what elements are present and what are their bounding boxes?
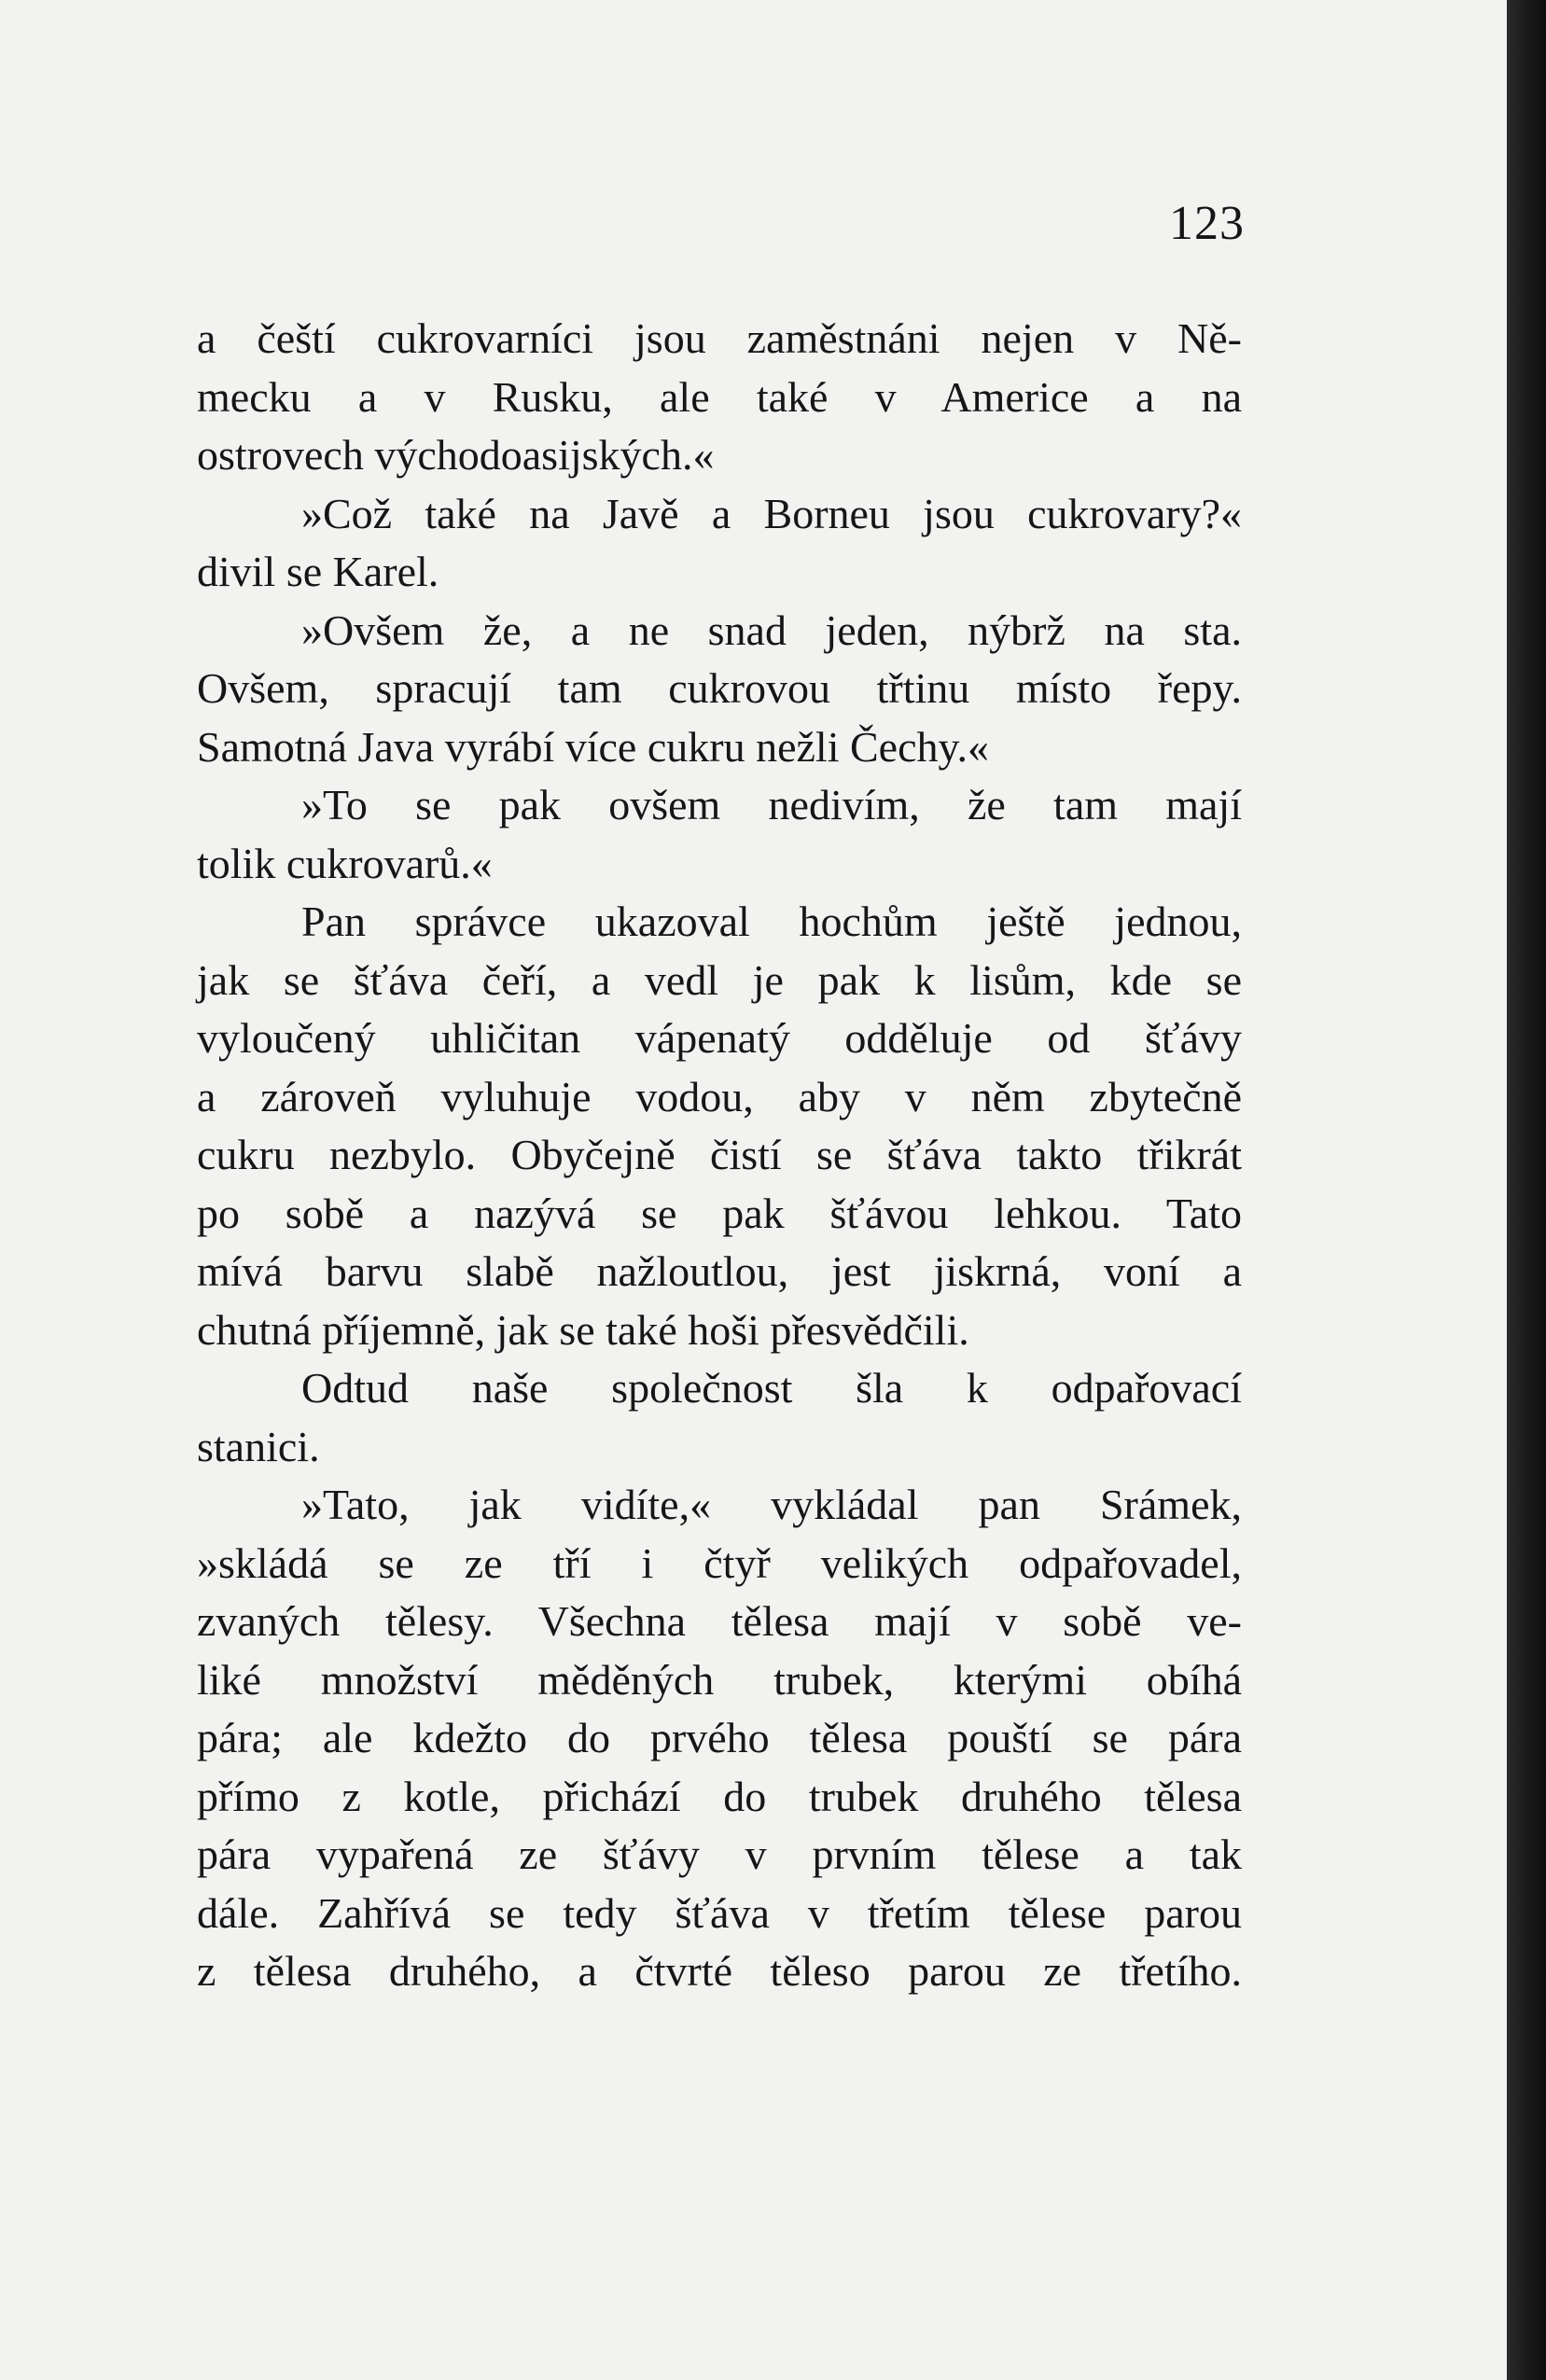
text-line: mecku a v Rusku, ale také v Americe a na	[197, 372, 1242, 421]
text-line: stanici.	[197, 1422, 320, 1470]
text-line: dále. Zahřívá se tedy šťáva v třetím tělese parou	[197, 1888, 1242, 1937]
text-line: ostrovech východoasijských.«	[197, 431, 715, 479]
text-line: cukru nezbylo. Obyčejně čistí se šťáva takto třikrát	[197, 1131, 1242, 1178]
text-line: pára vypařená ze šťávy v prvním tělese a tak	[197, 1830, 1242, 1878]
scan-border-right	[1507, 0, 1546, 2380]
text-line: »skládá se ze tří i čtyř velikých odpařovadel,	[197, 1538, 1242, 1587]
text-line: »To se pak ovšem nedivím, že tam mají	[301, 781, 1242, 828]
text-line: zvaných tělesy. Všechna tělesa mají v sobě ve-	[197, 1597, 1242, 1645]
text-line: »Tato, jak vidíte,« vykládal pan Srámek,	[301, 1481, 1242, 1528]
text-line: tolik cukrovarů.«	[197, 839, 493, 887]
text-line: chutná příjemně, jak se také hoši přesvědčili.	[197, 1305, 969, 1354]
text-line: po sobě a nazývá se pak šťávou lehkou. Tato	[197, 1189, 1242, 1237]
text-line: pára; ale kdežto do prvého tělesa pouští se pára	[197, 1714, 1242, 1761]
text-line: Ovšem, spracují tam cukrovou třtinu místo řepy.	[197, 664, 1242, 712]
text-line: mívá barvu slabě nažloutlou, jest jiskrná, voní a	[197, 1247, 1242, 1295]
text-line: z tělesa druhého, a čtvrté těleso parou ze třetího.	[197, 1947, 1242, 1995]
text-line: divil se Karel.	[197, 548, 439, 595]
text-line: vyloučený uhličitan vápenatý odděluje od šťávy	[197, 1014, 1242, 1062]
text-line: Samotná Java vyrábí více cukru nežli Čechy.«	[197, 722, 990, 771]
text-line: a zároveň vyluhuje vodou, aby v něm zbytečně	[197, 1072, 1242, 1120]
body-text	[197, 310, 1242, 2001]
text-line: »Ovšem že, a ne snad jeden, nýbrž na sta.	[301, 605, 1242, 654]
text-line: Odtud naše společnost šla k odpařovací	[301, 1364, 1242, 1412]
text-line: »Což také na Javě a Borneu jsou cukrovary?«	[301, 489, 1242, 537]
page-number: 123	[1169, 197, 1245, 250]
text-line: liké množství měděných trubek, kterými obíhá	[197, 1655, 1242, 1704]
text-line: Pan správce ukazoval hochům ještě jednou,	[301, 898, 1242, 945]
text-line: a čeští cukrovarníci jsou zaměstnáni nejen v Ně-	[197, 314, 1242, 362]
text-line: jak se šťáva čeří, a vedl je pak k lisům, kde se	[197, 955, 1242, 1004]
text-line: přímo z kotle, přichází do trubek druhého tělesa	[197, 1772, 1242, 1820]
